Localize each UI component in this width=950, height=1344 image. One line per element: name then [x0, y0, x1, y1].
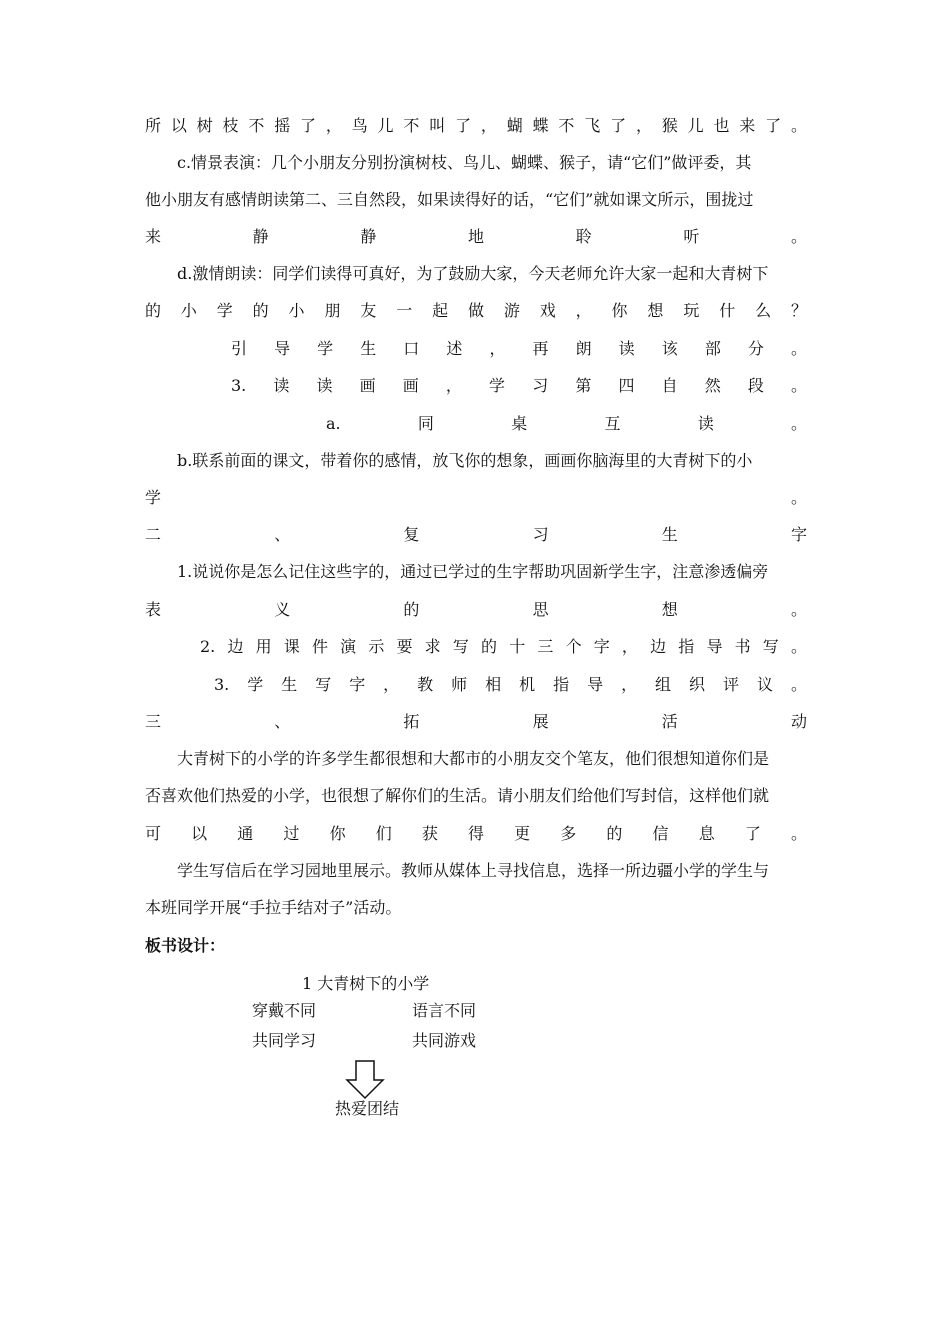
text-line: 1.说说你是怎么记住这些字的，通过已学过的生字帮助巩固新学生字，注意渗透偏旁	[177, 562, 769, 581]
text-line: 本班同学开展“手拉手结对子”活动。	[145, 898, 402, 917]
text-line: 引导学生口述，再朗读该部分。	[231, 339, 807, 358]
text-line: 3.读读画画，学习第四自然段。	[231, 376, 807, 395]
text-line: 学。	[145, 488, 807, 507]
text-line: 所以树枝不摇了，鸟儿不叫了，蝴蝶不飞了，猴儿也来了。	[145, 116, 807, 135]
text-line: 2.边用课件演示要求写的十三个字，边指导书写。	[200, 637, 807, 656]
board-title: 1 大青树下的小学	[302, 974, 430, 993]
text-line: 他小朋友有感情朗读第二、三自然段，如果读得好的话，“它们”就如课文所示，围拢过	[145, 190, 754, 209]
section-heading: 二、复习生字	[145, 525, 807, 544]
text-line: 3.学生写字，教师相机指导，组织评议。	[214, 675, 807, 694]
text-line: a.同桌互读。	[326, 414, 807, 433]
text-line: 学生写信后在学习园地里展示。教师从媒体上寻找信息，选择一所边疆小学的学生与	[177, 861, 770, 880]
board-item: 共同学习	[252, 1031, 317, 1050]
text-line: 大青树下的小学的许多学生都很想和大都市的小朋友交个笔友，他们很想知道你们是	[177, 749, 770, 768]
section-heading: 三、拓展活动	[145, 712, 807, 731]
text-line: 表义的思想。	[145, 600, 807, 619]
board-item: 穿戴不同	[252, 1001, 317, 1020]
text-line: d.激情朗读：同学们读得可真好，为了鼓励大家，今天老师允许大家一起和大青树下	[177, 264, 769, 283]
text-line: 来静静地聆听。	[145, 227, 807, 246]
text-line: 可以通过你们获得更多的信息了。	[145, 824, 807, 843]
board-design-heading: 板书设计：	[145, 936, 226, 955]
text-line: b.联系前面的课文，带着你的感情，放飞你的想象，画画你脑海里的大青树下的小	[177, 451, 753, 470]
board-item: 语言不同	[412, 1001, 477, 1020]
board-item: 共同游戏	[412, 1031, 477, 1050]
board-conclusion: 热爱团结	[335, 1099, 400, 1118]
down-arrow-icon	[345, 1060, 385, 1100]
text-line: 的小学的小朋友一起做游戏，你想玩什么？	[145, 301, 807, 320]
text-line: c.情景表演：几个小朋友分别扮演树枝、鸟儿、蝴蝶、猴子，请“它们”做评委，其	[177, 153, 752, 172]
text-line: 否喜欢他们热爱的小学，也很想了解你们的生活。请小朋友们给他们写封信，这样他们就	[145, 786, 770, 805]
